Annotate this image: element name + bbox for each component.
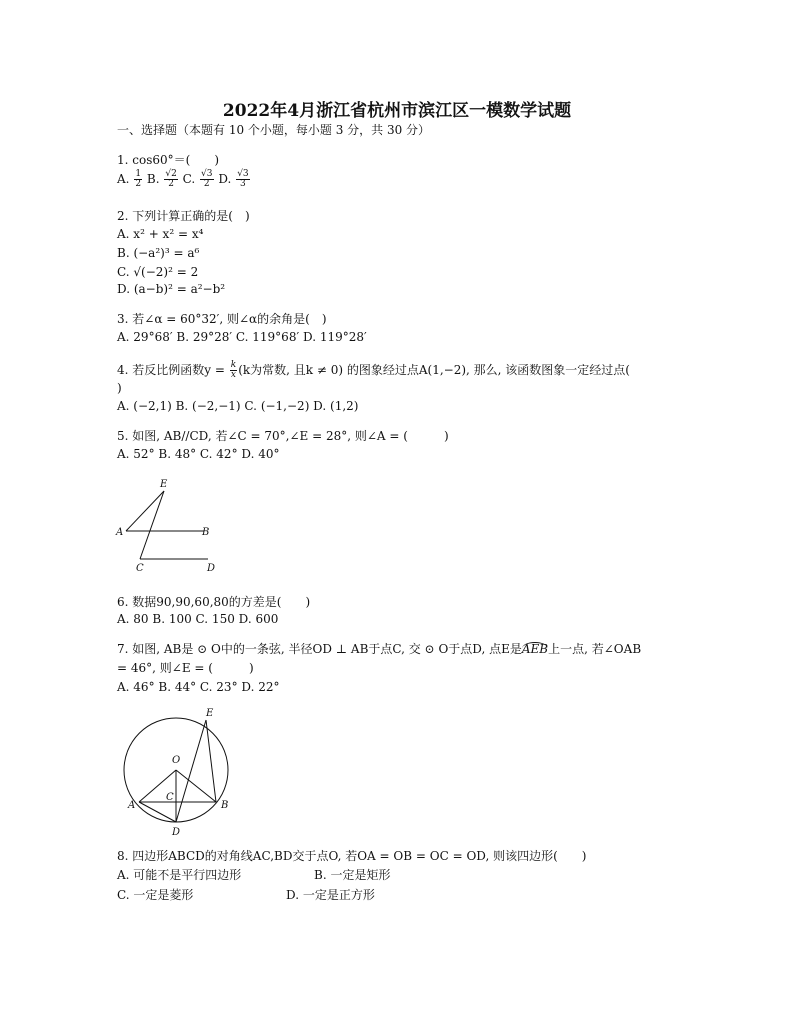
- q4-frac-num: k: [230, 360, 237, 370]
- q7-label-D: D: [172, 827, 181, 838]
- q4-fraction: [230, 361, 237, 380]
- section-heading: 一、选择题（本题有 10 个小题，每小题 3 分，共 30 分）: [117, 123, 431, 137]
- q8-option-c: C. 一定是菱形: [117, 888, 194, 902]
- q1-options: [117, 170, 251, 189]
- q7-label-A: A: [128, 800, 136, 811]
- q7-stem: [117, 641, 641, 657]
- q7-label-B: B: [221, 800, 229, 811]
- q7-radius-OB: [176, 770, 216, 802]
- q1-b-label: B.: [146, 172, 160, 186]
- q7-stem-cont: = 46°, 则∠E = ( ): [117, 661, 254, 675]
- q1-b-num: √2: [165, 169, 177, 179]
- q6-options: A. 80 B. 100 C. 150 D. 600: [117, 612, 279, 626]
- q4-stem-part2: (k为常数, 且k ≠ 0) 的图象经过点A(1,−2), 那么, 该函数图象一定经过点(: [238, 363, 630, 377]
- q8-option-d: D. 一定是正方形: [286, 888, 375, 902]
- q5-label-E: E: [160, 479, 168, 490]
- q1-d-label: D.: [218, 172, 232, 186]
- q7-options: A. 46° B. 44° C. 23° D. 22°: [117, 680, 280, 694]
- q7-stem-part1: 7. 如图, AB是 ⊙ O中的一条弦, 半径OD ⊥ AB于点C, 交 ⊙ O于点D, 点E是: [117, 642, 522, 656]
- q4-stem: [117, 361, 630, 380]
- q5-stem: 5. 如图, AB//CD, 若∠C = 70°,∠E = 28°, 则∠A = ( ): [117, 429, 449, 443]
- q6-stem: 6. 数据90,90,60,80的方差是( ): [117, 595, 311, 609]
- q4-frac-den: x: [230, 370, 236, 380]
- q1-c-label: C.: [182, 172, 196, 186]
- q1-c-num: √3: [201, 169, 213, 179]
- q1-a-fraction: [134, 170, 142, 189]
- q5-line-CE: [140, 491, 164, 559]
- q7-line-ED: [176, 720, 206, 822]
- q1-a-den: 2: [135, 179, 142, 189]
- q7-arc-AEB: AEB: [521, 642, 549, 656]
- q5-figure: [110, 472, 230, 578]
- q5-label-D: D: [207, 563, 216, 574]
- q5-options: A. 52° B. 48° C. 42° D. 40°: [117, 447, 280, 461]
- q5-label-C: C: [136, 563, 144, 574]
- q7-label-E: E: [206, 708, 214, 719]
- q7-figure: [118, 704, 240, 838]
- q7-label-O: O: [172, 755, 181, 766]
- q1-c-den: 2: [203, 179, 210, 189]
- q4-stem-part1: 4. 若反比例函数y =: [117, 363, 229, 377]
- q8-option-a: A. 可能不是平行四边形: [117, 868, 242, 882]
- q1-a-label: A.: [117, 172, 130, 186]
- q3-stem: 3. 若∠α = 60°32′, 则∠α的余角是( ): [117, 312, 327, 326]
- q7-stem-part2: 上一点, 若∠OAB: [548, 642, 642, 656]
- q1-b-den: 2: [168, 179, 174, 189]
- q4-options: A. (−2,1) B. (−2,−1) C. (−1,−2) D. (1,2): [117, 399, 359, 413]
- q8-stem: 8. 四边形ABCD的对角线AC,BD交于点O, 若OA = OB = OC = OD, 则该四边形( ): [117, 849, 587, 863]
- q1-a-num: 1: [135, 169, 142, 179]
- q2-option-a: A. x² + x² = x⁴: [117, 227, 204, 241]
- q1-d-den: 3: [240, 179, 246, 189]
- q2-option-b: B. (−a²)³ = a⁶: [117, 246, 200, 260]
- q8-option-b: B. 一定是矩形: [314, 868, 391, 882]
- q1-c-fraction: [200, 170, 213, 189]
- q5-line-AE: [126, 491, 164, 531]
- q1-d-fraction: [236, 170, 249, 189]
- page-title: 2022年4月浙江省杭州市滨江区一模数学试题: [222, 101, 572, 121]
- q1-stem: 1. cos60°＝( ): [117, 153, 220, 167]
- q5-label-B: B: [202, 527, 210, 538]
- q3-options: A. 29°68′ B. 29°28′ C. 119°68′ D. 119°28′: [117, 330, 367, 344]
- q2-stem: 2. 下列计算正确的是( ): [117, 209, 250, 223]
- q7-line-EB: [206, 720, 216, 802]
- q7-label-C: C: [166, 792, 174, 803]
- q1-b-fraction: [164, 170, 177, 189]
- q2-option-c: C. √(−2)² = 2: [117, 265, 199, 279]
- q1-d-num: √3: [237, 169, 249, 179]
- q5-label-A: A: [116, 527, 124, 538]
- q4-stem-cont: ): [117, 381, 122, 395]
- q2-option-d: D. (a−b)² = a²−b²: [117, 282, 226, 296]
